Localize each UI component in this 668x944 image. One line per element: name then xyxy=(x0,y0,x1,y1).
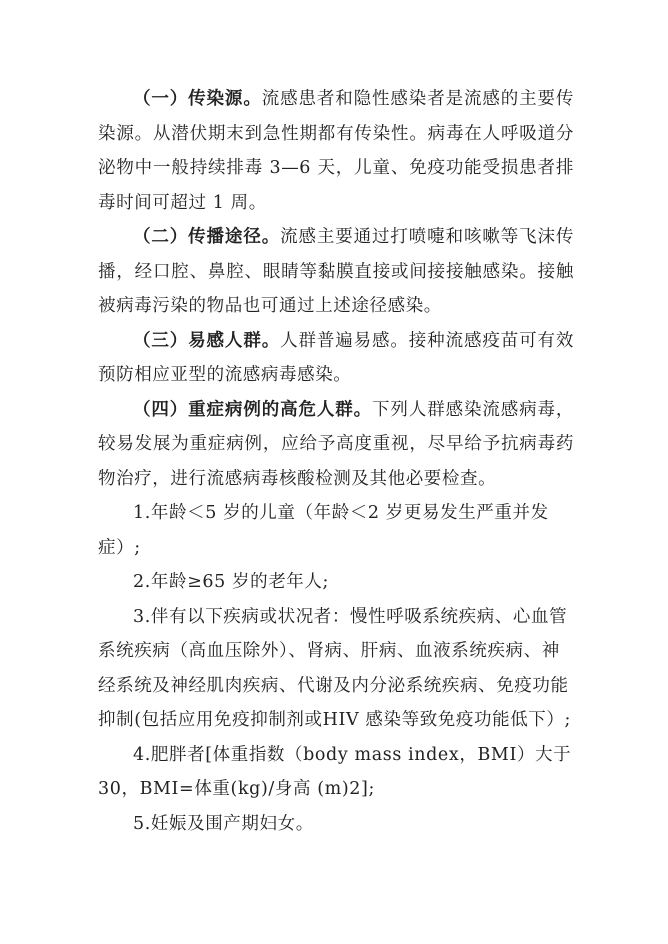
section-paragraph xyxy=(98,220,574,324)
section-heading: （二）传播途径。 xyxy=(133,227,281,247)
list-item: 2.年龄≥65 岁的老年人; xyxy=(133,572,329,592)
document-page xyxy=(98,82,574,841)
section-paragraph xyxy=(98,393,574,497)
section-body: 流感主要通过打喷嚏和咳嗽等飞沫传播，经口腔、鼻腔、眼睛等黏膜直接或间接接触感染。接触被病毒污染的物品也可通过上述途径感染。 xyxy=(98,227,574,316)
section-paragraph xyxy=(98,82,574,220)
section-body: 下列人群感染流感病毒，较易发展为重症病例，应给予高度重视，尽早给予抗病毒药物治疗，进行流感病毒核酸检测及其他必要检查。 xyxy=(98,399,574,489)
section-body: 人群普遍易感。接种流感疫苗可有效预防相应亚型的流感病毒感染。 xyxy=(98,330,574,385)
list-item: 4.肥胖者[体重指数（body mass index，BMI）大于 30，BMI=体重(kg)/身高 (m)2]; xyxy=(98,744,572,799)
section-heading: （一）传染源。 xyxy=(133,89,262,109)
section-paragraph xyxy=(98,324,574,393)
section-body: 流感患者和隐性感染者是流感的主要传染源。从潜伏期末到急性期都有传染性。病毒在人呼吸道分泌物中一般持续排毒 3—6 天，儿童、免疫功能受损患者排毒时间可超过 1 周。 xyxy=(98,89,575,213)
list-item: 1.年龄＜5 岁的儿童（年龄＜2 岁更易发生严重并发症）; xyxy=(98,503,549,558)
list-item: 5.妊娠及围产期妇女。 xyxy=(133,813,314,834)
list-item: 3.伴有以下疾病或状况者：慢性呼吸系统疾病、心血管系统疾病（高血压除外）、肾病、肝病、血液系统疾病、神经系统及神经肌肉疾病、代谢及内分泌系统疾病、免疫功能抑制(包括应用免疫抑制剂或HIV 感染等致免疫功能低下）; xyxy=(98,606,571,730)
section-heading: （三）易感人群。 xyxy=(133,330,281,351)
section-heading: （四）重症病例的高危人群。 xyxy=(133,399,373,420)
